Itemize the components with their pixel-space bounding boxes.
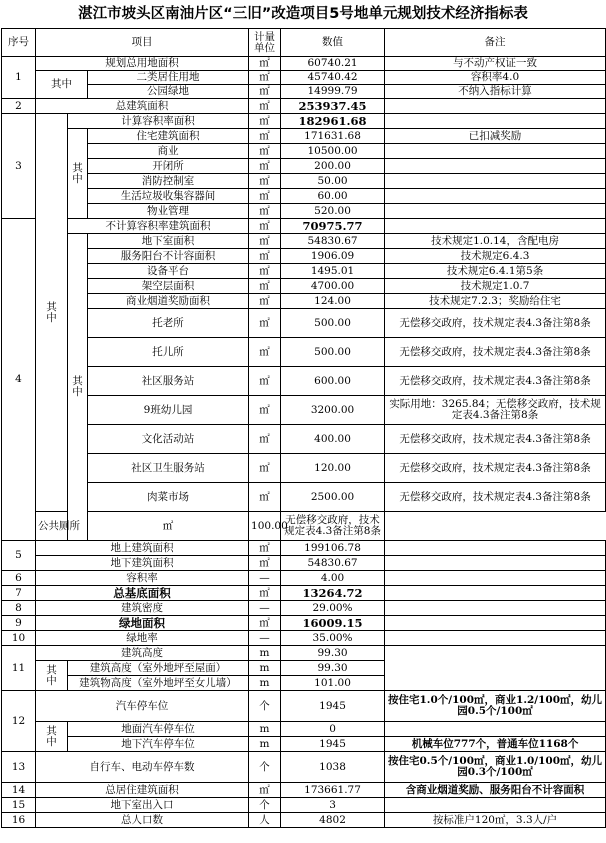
header-unit: 计量单位 — [249, 29, 281, 57]
row-item: 托儿所 — [88, 338, 249, 367]
row-note — [385, 541, 606, 556]
row-item: 绿地面积 — [36, 616, 249, 631]
group-label: 其中 — [36, 71, 88, 99]
row-item: 住宅建筑面积 — [88, 129, 249, 144]
row-unit: ㎡ — [249, 144, 281, 159]
row-value: 99.30 — [281, 646, 385, 661]
row-note: 已扣减奖励 — [385, 129, 606, 144]
table-row — [2, 396, 606, 425]
row-note — [385, 144, 606, 159]
row-note: 技术规定7.2.3；奖励给住宅 — [385, 294, 606, 309]
row-value: 124.00 — [281, 294, 385, 309]
row-item: 生活垃圾收集容器间 — [88, 189, 249, 204]
row-note: 按标准户120㎡，3.3人/户 — [385, 813, 606, 828]
row-number: 13 — [2, 752, 36, 783]
row-value: 4802 — [281, 813, 385, 828]
table-row — [2, 189, 606, 204]
row-unit: ㎡ — [249, 114, 281, 129]
group-label: 其 中 — [36, 722, 68, 752]
row-value: 101.00 — [281, 676, 385, 691]
table-row — [2, 512, 606, 541]
row-unit: ㎡ — [249, 159, 281, 174]
row-note — [385, 99, 606, 114]
row-unit: m — [249, 737, 281, 752]
row-note: 无偿移交政府，技术规定表4.3备注第8条 — [385, 338, 606, 367]
row-unit: ㎡ — [249, 249, 281, 264]
table-row — [2, 737, 606, 752]
row-note — [385, 571, 606, 586]
row-note: 技术规定1.0.14，含配电房 — [385, 234, 606, 249]
row-unit: ㎡ — [249, 204, 281, 219]
row-unit: m — [249, 646, 281, 661]
row-note: 无偿移交政府，技术规定表4.3备注第8条 — [281, 512, 385, 541]
row-unit: 个 — [249, 752, 281, 783]
table-row — [2, 71, 606, 85]
row-unit: ㎡ — [88, 512, 249, 541]
group-label: 其 中 — [36, 661, 68, 691]
row-item: 计算容积率面积 — [68, 114, 249, 129]
row-note — [385, 174, 606, 189]
row-item: 汽车停车位 — [36, 691, 249, 722]
table-row — [2, 454, 606, 483]
table-row — [2, 144, 606, 159]
row-note: 含商业烟道奖励、服务阳台不计容面积 — [385, 783, 606, 798]
row-number: 8 — [2, 601, 36, 616]
row-item: 规划总用地面积 — [36, 57, 249, 71]
row-unit: ㎡ — [249, 85, 281, 99]
table-row — [2, 367, 606, 396]
row-value: 200.00 — [281, 159, 385, 174]
row-value: 4700.00 — [281, 279, 385, 294]
row-value: 60.00 — [281, 189, 385, 204]
row-note — [385, 798, 606, 813]
table-row — [2, 571, 606, 586]
row-note — [385, 159, 606, 174]
row-number: 10 — [2, 631, 36, 646]
table-row — [2, 249, 606, 264]
row-unit: m — [249, 722, 281, 737]
row-unit: ㎡ — [249, 425, 281, 454]
row-value: 253937.45 — [281, 99, 385, 114]
header-note: 备注 — [385, 29, 606, 57]
row-value: 3 — [281, 798, 385, 813]
row-unit: ㎡ — [249, 57, 281, 71]
table-row — [2, 338, 606, 367]
row-unit: ㎡ — [249, 174, 281, 189]
table-row — [2, 309, 606, 338]
row-item: 二类居住用地 — [88, 71, 249, 85]
row-note — [385, 189, 606, 204]
row-number: 14 — [2, 783, 36, 798]
row-note: 按住宅1.0个/100㎡，商业1.2/100㎡，幼儿园0.5个/100㎡ — [385, 691, 606, 722]
row-note — [385, 722, 606, 737]
header-row — [2, 29, 606, 57]
row-number: 9 — [2, 616, 36, 631]
row-number: 15 — [2, 798, 36, 813]
row-note — [385, 114, 606, 129]
row-note: 无偿移交政府，技术规定表4.3备注第8条 — [385, 309, 606, 338]
table-row — [2, 691, 606, 722]
row-value: 99.30 — [281, 661, 385, 676]
row-item: 建筑物高度（室外地坪至女儿墙） — [68, 676, 249, 691]
table-row — [2, 541, 606, 556]
row-value: 10500.00 — [281, 144, 385, 159]
row-item: 公共厕所 — [36, 512, 68, 541]
row-unit: ㎡ — [249, 556, 281, 571]
row-note: 不纳入指标计算 — [385, 85, 606, 99]
table-row — [2, 556, 606, 571]
row-unit: m — [249, 676, 281, 691]
row-unit: ㎡ — [249, 309, 281, 338]
row-item: 总居住建筑面积 — [36, 783, 249, 798]
row-item: 设备平台 — [88, 264, 249, 279]
row-value: 35.00% — [281, 631, 385, 646]
row-unit: ㎡ — [249, 586, 281, 601]
table-row — [2, 174, 606, 189]
row-note: 技术规定1.0.7 — [385, 279, 606, 294]
row-item: 托老所 — [88, 309, 249, 338]
row-value: 600.00 — [281, 367, 385, 396]
row-item: 地下汽车停车位 — [68, 737, 249, 752]
row-value: 54830.67 — [281, 234, 385, 249]
row-unit: ㎡ — [249, 483, 281, 512]
table-row — [2, 129, 606, 144]
table-row — [2, 264, 606, 279]
row-item: 地下室出入口 — [36, 798, 249, 813]
row-item: 建筑高度（室外地坪至屋面） — [68, 661, 249, 676]
row-value: 1945 — [281, 691, 385, 722]
header-value: 数值 — [281, 29, 385, 57]
table-row — [2, 114, 606, 129]
row-item: 肉菜市场 — [88, 483, 249, 512]
row-value: 2500.00 — [281, 483, 385, 512]
row-unit: ㎡ — [249, 396, 281, 425]
row-unit: ㎡ — [249, 234, 281, 249]
row-value: 500.00 — [281, 338, 385, 367]
row-value: 1945 — [281, 737, 385, 752]
row-note — [385, 586, 606, 601]
table-row — [2, 159, 606, 174]
row-note: 容积率4.0 — [385, 71, 606, 85]
table-row — [2, 813, 606, 828]
table-row — [2, 601, 606, 616]
row-unit: 个 — [249, 798, 281, 813]
header-no: 序号 — [2, 29, 36, 57]
row-note — [385, 556, 606, 571]
row-item: 地上建筑面积 — [36, 541, 249, 556]
row-number: 16 — [2, 813, 36, 828]
row-value: 3200.00 — [281, 396, 385, 425]
row-item: 社区服务站 — [88, 367, 249, 396]
row-item: 容积率 — [36, 571, 249, 586]
row-note: 机械车位777个，普通车位1168个 — [385, 737, 606, 752]
row-value: 100.00 — [249, 512, 281, 541]
row-unit: ㎡ — [249, 338, 281, 367]
row-number: 11 — [2, 646, 36, 691]
table-row — [2, 586, 606, 601]
row-item: 社区卫生服务站 — [88, 454, 249, 483]
row-value: 400.00 — [281, 425, 385, 454]
row-unit: ㎡ — [249, 264, 281, 279]
row-value: 173661.77 — [281, 783, 385, 798]
row-value: 1038 — [281, 752, 385, 783]
row-note — [385, 616, 606, 631]
table-row — [2, 57, 606, 71]
indicator-table — [1, 28, 606, 828]
row-value: 60740.21 — [281, 57, 385, 71]
row-unit: ㎡ — [249, 367, 281, 396]
row-unit: ㎡ — [249, 219, 281, 234]
row-note: 无偿移交政府，技术规定表4.3备注第8条 — [385, 483, 606, 512]
row-unit: ㎡ — [249, 294, 281, 309]
row-note: 无偿移交政府，技术规定表4.3备注第8条 — [385, 425, 606, 454]
table-row — [2, 204, 606, 219]
table-row — [2, 279, 606, 294]
row-unit: m — [249, 661, 281, 676]
row-item: 公园绿地 — [88, 85, 249, 99]
row-item: 总基底面积 — [36, 586, 249, 601]
row-value: 13264.72 — [281, 586, 385, 601]
row-unit: 人 — [249, 813, 281, 828]
row-item: 商业烟道奖励面积 — [88, 294, 249, 309]
row-unit: — — [249, 601, 281, 616]
table-row — [2, 219, 606, 234]
row-value: 199106.78 — [281, 541, 385, 556]
row-item: 地下室面积 — [88, 234, 249, 249]
row-unit: ㎡ — [249, 129, 281, 144]
table-row — [2, 425, 606, 454]
row-value: 120.00 — [281, 454, 385, 483]
row-number: 4 — [2, 219, 36, 541]
table-row — [2, 85, 606, 99]
row-number: 12 — [2, 691, 36, 752]
row-value: 45740.42 — [281, 71, 385, 85]
row-unit: ㎡ — [249, 71, 281, 85]
table-row — [2, 783, 606, 798]
row-number: 1 — [2, 57, 36, 99]
row-value: 1906.09 — [281, 249, 385, 264]
table-row — [2, 99, 606, 114]
row-value: 520.00 — [281, 204, 385, 219]
row-note: 按住宅0.5个/100㎡，商业1.0/100㎡，幼儿园0.3个/100㎡ — [385, 752, 606, 783]
group-label: 其 中 — [68, 129, 88, 219]
row-item: 自行车、电动车停车数 — [36, 752, 249, 783]
row-item: 物业管理 — [88, 204, 249, 219]
row-note: 无偿移交政府，技术规定表4.3备注第8条 — [385, 454, 606, 483]
document-title: 湛江市坡头区南油片区“三旧”改造项目5号地单元规划技术经济指标表 — [78, 6, 528, 22]
row-note: 无偿移交政府，技术规定表4.3备注第8条 — [385, 367, 606, 396]
table-row — [2, 752, 606, 783]
row-value: 4.00 — [281, 571, 385, 586]
row-item: 绿地率 — [36, 631, 249, 646]
row-note: 技术规定6.4.3 — [385, 249, 606, 264]
row-unit: 个 — [249, 691, 281, 722]
table-row — [2, 631, 606, 646]
row-unit: ㎡ — [249, 616, 281, 631]
row-value: 1495.01 — [281, 264, 385, 279]
row-item: 地面汽车停车位 — [68, 722, 249, 737]
row-value: 70975.77 — [281, 219, 385, 234]
row-note: 与不动产权证一致 — [385, 57, 606, 71]
row-note: 实际用地：3265.84；无偿移交政府，技术规定表4.3备注第8条 — [385, 396, 606, 425]
row-unit: ㎡ — [249, 279, 281, 294]
table-row — [2, 616, 606, 631]
row-value: 500.00 — [281, 309, 385, 338]
row-number: 6 — [2, 571, 36, 586]
row-item: 不计算容积率建筑面积 — [68, 219, 249, 234]
row-note — [385, 204, 606, 219]
row-item: 总建筑面积 — [36, 99, 249, 114]
row-number: 7 — [2, 586, 36, 601]
row-value: 29.00% — [281, 601, 385, 616]
table-row — [2, 722, 606, 737]
row-note — [385, 631, 606, 646]
row-item: 9班幼儿园 — [88, 396, 249, 425]
row-note — [385, 219, 606, 234]
row-unit: ㎡ — [249, 541, 281, 556]
row-item: 建筑密度 — [36, 601, 249, 616]
table-row — [2, 234, 606, 249]
table-row — [2, 483, 606, 512]
row-item: 商业 — [88, 144, 249, 159]
row-value: 182961.68 — [281, 114, 385, 129]
group-label: 其 中 — [68, 234, 88, 541]
row-item: 总人口数 — [36, 813, 249, 828]
row-note — [385, 601, 606, 616]
row-value: 50.00 — [281, 174, 385, 189]
table-row — [2, 294, 606, 309]
row-unit: ㎡ — [249, 783, 281, 798]
row-unit: ㎡ — [249, 454, 281, 483]
row-item: 架空层面积 — [88, 279, 249, 294]
row-item: 文化活动站 — [88, 425, 249, 454]
row-note — [385, 646, 606, 691]
table-row — [2, 646, 606, 661]
row-value: 16009.15 — [281, 616, 385, 631]
row-note: 技术规定6.4.1第5条 — [385, 264, 606, 279]
row-value: 14999.79 — [281, 85, 385, 99]
row-unit: ㎡ — [249, 99, 281, 114]
row-value: 0 — [281, 722, 385, 737]
row-item: 开闭所 — [88, 159, 249, 174]
row-number: 3 — [2, 114, 36, 219]
row-value: 54830.67 — [281, 556, 385, 571]
row-unit: ㎡ — [249, 189, 281, 204]
row-number: 2 — [2, 99, 36, 114]
row-unit: — — [249, 571, 281, 586]
row-value: 171631.68 — [281, 129, 385, 144]
row-item: 服务阳台不计容面积 — [88, 249, 249, 264]
table-row — [2, 798, 606, 813]
row-number: 5 — [2, 541, 36, 571]
row-unit: — — [249, 631, 281, 646]
group-label: 其 中 — [36, 114, 68, 512]
row-item: 消防控制室 — [88, 174, 249, 189]
header-item: 项目 — [36, 29, 249, 57]
row-item: 地下建筑面积 — [36, 556, 249, 571]
row-item: 建筑高度 — [36, 646, 249, 661]
